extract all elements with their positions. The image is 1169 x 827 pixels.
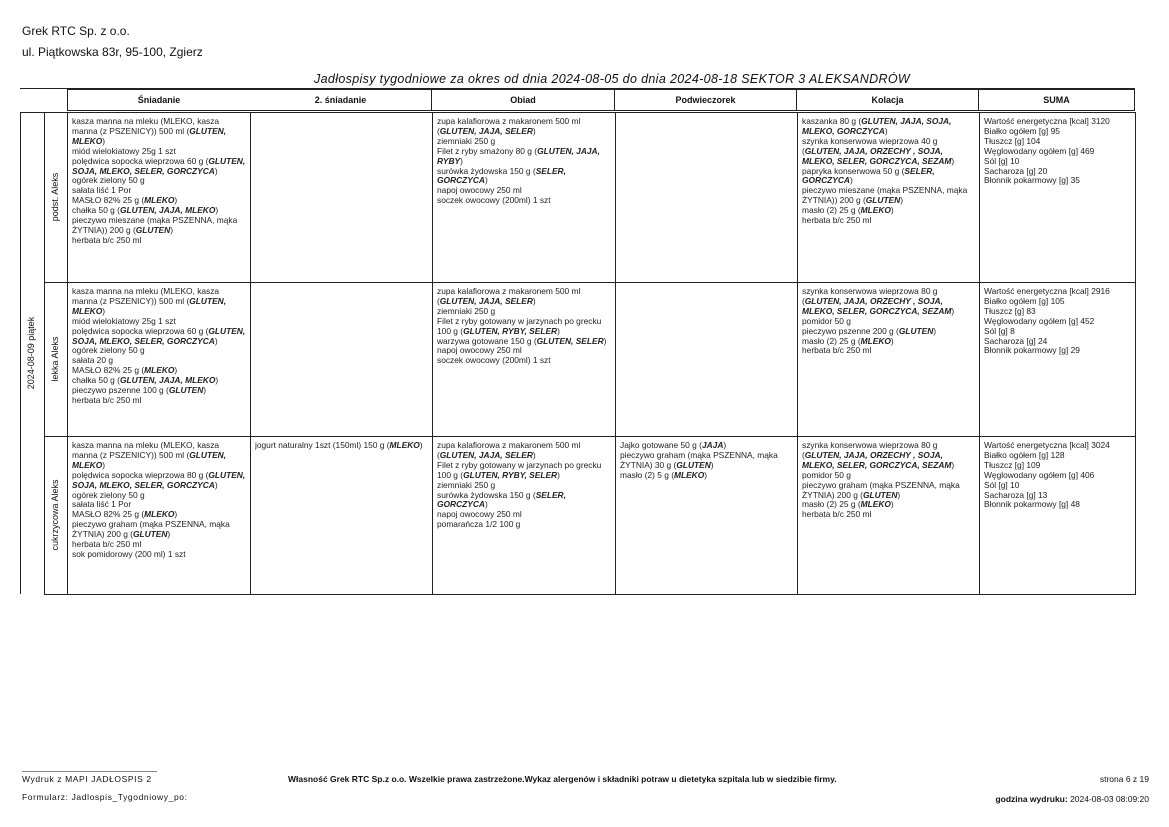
menu-line: surówka żydowska 150 g (SELER, GORCZYCA) [437, 165, 566, 186]
menu-line: Sól [g] 10 [984, 479, 1020, 490]
menu-line: kasza manna na mleku (MLEKO, kasza manna (z PSZENICY)) 500 ml (GLUTEN, MLEKO) [72, 441, 227, 470]
column-header-2: Obiad [432, 89, 615, 111]
menu-line: Błonnik pokarmowy [g] 48 [984, 499, 1080, 510]
menu-line: ogórek zielony 50 g [72, 345, 145, 356]
grid-vline-right [1135, 112, 1136, 594]
print-time-value: 2024-08-03 08:09:20 [1070, 794, 1149, 804]
footer-printout: Wydruk z MAPI JADŁOSPIS 2 [22, 774, 152, 784]
menu-line: Sacharoza [g] 20 [984, 165, 1048, 176]
menu-line: sałata liść 1 Por [72, 185, 132, 196]
footer-rule [22, 771, 157, 772]
menu-line: ziemniaki 250 g [437, 479, 496, 490]
menu-line: Sacharoza [g] 13 [984, 489, 1048, 500]
menu-line: pieczywo mieszane (mąka PSZENNA, mąka ŻYTNIA)) 200 g (GLUTEN) [72, 215, 238, 235]
menu-line: ziemniaki 250 g [437, 305, 496, 316]
menu-line: surówka żydowska 150 g (SELER, GORCZYCA) [437, 489, 566, 510]
grid-vline-1 [250, 112, 251, 594]
menu-line: zupa kalafiorowa z makaronem 500 ml (GLUTEN, JAJA, SELER) [437, 287, 581, 306]
menu-line: sałata liść 1 Por [72, 499, 132, 510]
menu-line: zupa kalafiorowa z makaronem 500 ml (GLUTEN, JAJA, SELER) [437, 117, 581, 136]
menu-cell [984, 441, 1131, 593]
menu-line: Węglowodany ogółem [g] 469 [984, 145, 1095, 156]
menu-line: Jajko gotowane 50 g (JAJA) [620, 441, 727, 450]
menu-line: kasza manna na mleku (MLEKO, kasza manna (z PSZENICY)) 500 ml (GLUTEN, MLEKO) [72, 287, 227, 316]
menu-line: pomarańcza 1/2 100 g [437, 519, 521, 530]
grid-hline-3 [44, 594, 1136, 595]
grid-vline-day-left [20, 112, 21, 594]
menu-cell [620, 117, 793, 281]
menu-cell [984, 117, 1131, 281]
company-address: ul. Piątkowska 83r, 95-100, Zgierz [22, 45, 203, 59]
footer-print-time [995, 794, 1149, 804]
footer-ownership: Własność Grek RTC Sp.z o.o. Wszelkie prawa zastrzeżone.Wykaz alergenów i składniki potraw u dietetyka szpitala lub w siedzibie firmy. [288, 774, 837, 784]
menu-line: pieczywo graham (mąka PSZENNA, mąka ŻYTNIA) 200 g (GLUTEN) [802, 479, 960, 500]
menu-line: kaszanka 80 g (GLUTEN, JAJA, SOJA, MLEKO, GORCZYCA) [802, 117, 952, 136]
print-time-label: godzina wydruku: [995, 794, 1068, 804]
menu-line: szynka konserwowa wieprzowa 80 g (GLUTEN, JAJA, ORZECHY , SOJA, MLEKO, SELER, GORCZYCA, SEZAM) [802, 441, 955, 470]
grid-hline-2 [44, 436, 1136, 437]
menu-line: pieczywo pszenne 200 g (GLUTEN) [802, 325, 937, 336]
menu-line: MASŁO 82% 25 g (MLEKO) [72, 365, 178, 376]
menu-line: chałka 50 g (GLUTEN, JAJA, MLEKO) [72, 205, 219, 216]
menu-cell [255, 441, 428, 593]
menu-line: Sacharoza [g] 24 [984, 335, 1048, 346]
menu-cell [437, 117, 611, 281]
menu-line: napoj owocowy 250 ml [437, 509, 522, 520]
column-header-4: Kolacja [797, 89, 979, 111]
menu-line: pieczywo graham (mąka PSZENNA, mąka ŻYTNIA) 30 g (GLUTEN) [620, 449, 778, 470]
menu-line: herbata b/c 250 ml [72, 234, 142, 245]
diet-label: lekka Aleks [49, 336, 60, 382]
column-header-3: Podwieczorek [615, 89, 797, 111]
menu-line: herbata b/c 250 ml [72, 394, 142, 405]
menu-cell [802, 441, 975, 593]
menu-line: masło (2) 25 g (MLEKO) [802, 335, 894, 346]
menu-line: pomidor 50 g [802, 315, 851, 326]
menu-line: pieczywo pszenne 100 g (GLUTEN) [72, 385, 207, 396]
menu-line: Filet z ryby smażony 80 g (GLUTEN, JAJA, RYBY) [437, 145, 600, 166]
menu-cell [72, 287, 246, 435]
menu-line: napoj owocowy 250 ml [437, 185, 522, 196]
menu-line: Tłuszcz [g] 83 [984, 305, 1036, 316]
menu-line: ogórek zielony 50 g [72, 489, 145, 500]
menu-line: Węglowodany ogółem [g] 406 [984, 469, 1095, 480]
menu-line: MASŁO 82% 25 g (MLEKO) [72, 195, 178, 206]
menu-line: MASŁO 82% 25 g (MLEKO) [72, 509, 178, 520]
menu-line: polędwica sopocka wieprzowa 80 g (GLUTEN, SOJA, MLEKO, SELER, GORCZYCA) [72, 469, 246, 490]
menu-line: Filet z ryby gotowany w jarzynach po grecku 100 g (GLUTEN, RYBY, SELER) [437, 459, 602, 480]
menu-cell [620, 287, 793, 435]
grid-vline-2 [432, 112, 433, 594]
menu-line: sałata 20 g [72, 355, 113, 366]
menu-line: Błonnik pokarmowy [g] 35 [984, 175, 1080, 186]
column-header-1: 2. śniadanie [250, 89, 432, 111]
menu-line: szynka konserwowa wieprzowa 40 g (GLUTEN, JAJA, ORZECHY , SOJA, MLEKO, SELER, GORCZYCA, SEZAM) [802, 135, 955, 166]
menu-line: soczek owocowy (200ml) 1 szt [437, 355, 551, 366]
menu-line: miód wielokiatowy 25g 1 szt [72, 145, 176, 156]
menu-line: polędwica sopocka wieprzowa 60 g (GLUTEN, SOJA, MLEKO, SELER, GORCZYCA) [72, 155, 246, 176]
menu-line: pomidor 50 g [802, 469, 851, 480]
menu-line: Tłuszcz [g] 104 [984, 135, 1041, 146]
menu-line: herbata b/c 250 ml [802, 215, 872, 226]
menu-line: sok pomidorowy (200 ml) 1 szt [72, 548, 186, 559]
page-title: Jadłospisy tygodniowe za okres od dnia 2024-08-05 do dnia 2024-08-18 SEKTOR 3 ALEKSANDRÓW [314, 72, 911, 86]
menu-line: Wartość energetyczna [kcal] 3120 [984, 117, 1110, 126]
menu-line: miód wielokiatowy 25g 1 szt [72, 315, 176, 326]
menu-line: pieczywo graham (mąka PSZENNA, mąka ŻYTNIA) 200 g (GLUTEN) [72, 519, 230, 540]
menu-cell [255, 287, 428, 435]
menu-cell [72, 117, 246, 281]
grid-hline-top [44, 112, 1136, 113]
menu-cell [620, 441, 793, 593]
menu-line: Wartość energetyczna [kcal] 2916 [984, 287, 1110, 296]
menu-line: zupa kalafiorowa z makaronem 500 ml (GLUTEN, JAJA, SELER) [437, 441, 581, 460]
menu-line: Białko ogółem [g] 95 [984, 125, 1060, 136]
menu-line: napoj owocowy 250 ml [437, 345, 522, 356]
footer-page: strona 6 z 19 [1099, 774, 1149, 784]
company-name: Grek RTC Sp. z o.o. [22, 24, 130, 38]
menu-cell [802, 287, 975, 435]
footer-form: Formularz: Jadlospis_Tygodniowy_po: [22, 792, 188, 802]
menu-line: warzywa gotowane 150 g (GLUTEN, SELER) [437, 335, 607, 346]
menu-line: Sól [g] 10 [984, 155, 1020, 166]
grid-vline-5 [979, 112, 980, 594]
menu-line: Węglowodany ogółem [g] 452 [984, 315, 1095, 326]
menu-line: Białko ogółem [g] 128 [984, 449, 1065, 460]
menu-line: jogurt naturalny 1szt (150ml) 150 g (MLEKO) [255, 441, 423, 450]
menu-line: Filet z ryby gotowany w jarzynach po grecku 100 g (GLUTEN, RYBY, SELER) [437, 315, 602, 336]
menu-cell [437, 441, 611, 593]
menu-cell [802, 117, 975, 281]
menu-line: szynka konserwowa wieprzowa 80 g (GLUTEN, JAJA, ORZECHY , SOJA, MLEKO, SELER, GORCZYCA, SEZAM) [802, 287, 955, 316]
menu-line: kasza manna na mleku (MLEKO, kasza manna (z PSZENICY)) 500 ml (GLUTEN, MLEKO) [72, 117, 227, 146]
menu-line: chałka 50 g (GLUTEN, JAJA, MLEKO) [72, 375, 219, 386]
menu-line: herbata b/c 250 ml [802, 509, 872, 520]
menu-line: Wartość energetyczna [kcal] 3024 [984, 441, 1110, 450]
grid-vline-4 [797, 112, 798, 594]
menu-line: masło (2) 5 g (MLEKO) [620, 469, 708, 480]
grid-vline-day-right [44, 112, 45, 594]
day-label: 2024-08-09 piątek [26, 316, 36, 390]
menu-cell [255, 117, 428, 281]
menu-line: papryka konserwowa 50 g (SELER, GORCZYCA) [802, 165, 935, 186]
menu-line: Sól [g] 8 [984, 325, 1015, 336]
grid-vline-0 [67, 112, 68, 594]
menu-line: polędwica sopocka wieprzowa 60 g (GLUTEN, SOJA, MLEKO, SELER, GORCZYCA) [72, 325, 246, 346]
column-header-0: Śniadanie [67, 89, 251, 111]
menu-cell [72, 441, 246, 593]
diet-label: podst. Aleks [49, 172, 60, 222]
menu-line: masło (2) 25 g (MLEKO) [802, 205, 894, 216]
grid-hline-1 [44, 282, 1136, 283]
diet-label: cukrzycowa Aleks [49, 479, 60, 551]
menu-line: Białko ogółem [g] 105 [984, 295, 1065, 306]
menu-line: Błonnik pokarmowy [g] 29 [984, 345, 1080, 356]
menu-line: masło (2) 25 g (MLEKO) [802, 499, 894, 510]
menu-line: herbata b/c 250 ml [72, 539, 142, 550]
menu-line: soczek owocowy (200ml) 1 szt [437, 195, 551, 206]
grid-vline-3 [615, 112, 616, 594]
menu-cell [984, 287, 1131, 435]
menu-line: pieczywo mieszane (mąka PSZENNA, mąka ŻYTNIA)) 200 g (GLUTEN) [802, 185, 968, 206]
menu-line: herbata b/c 250 ml [802, 345, 872, 356]
menu-line: ziemniaki 250 g [437, 135, 496, 146]
menu-line: Tłuszcz [g] 109 [984, 459, 1041, 470]
menu-cell [437, 287, 611, 435]
column-header-5: SUMA [979, 89, 1135, 111]
menu-line: ogórek zielony 50 g [72, 175, 145, 186]
